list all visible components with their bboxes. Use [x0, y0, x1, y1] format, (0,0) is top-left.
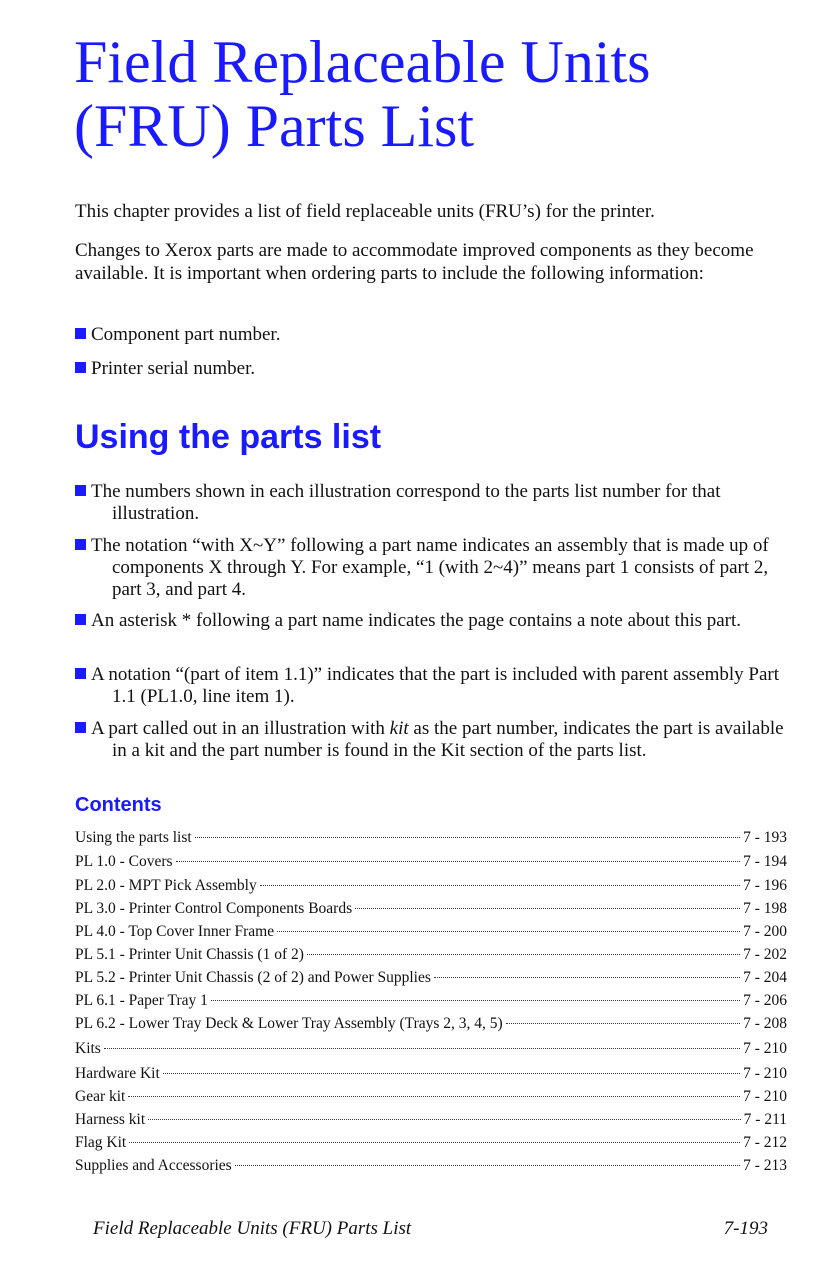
- toc-entry-title: PL 5.2 - Printer Unit Chassis (2 of 2) and Power Supplies: [75, 969, 431, 986]
- toc-leader-dots: [506, 1023, 740, 1024]
- toc-entry[interactable]: [75, 922, 787, 942]
- toc-leader-dots: [307, 954, 740, 955]
- toc-entry-page: 7 - 200: [743, 923, 787, 940]
- section-bullet: The numbers shown in each illustration correspond to the parts list number for that illustration.: [75, 481, 792, 525]
- toc-leader-dots: [434, 977, 740, 978]
- square-bullet-icon: [75, 722, 86, 733]
- toc-entry-page: 7 - 206: [743, 992, 787, 1009]
- toc-leader-dots: [211, 1000, 740, 1001]
- toc-entry[interactable]: [75, 1039, 787, 1059]
- toc-entry-title: PL 4.0 - Top Cover Inner Frame: [75, 923, 275, 940]
- toc-entry[interactable]: [75, 968, 787, 988]
- toc-entry[interactable]: [75, 852, 787, 872]
- toc-entry-page: 7 - 210: [743, 1040, 787, 1057]
- square-bullet-icon: [75, 668, 86, 679]
- section-bullet: A part called out in an illustration with kit as the part number, indicates the part is available in a kit and the part number is found in the Kit section of the parts list.: [75, 718, 792, 762]
- square-bullet-icon: [75, 328, 86, 339]
- intro-paragraph-1: This chapter provides a list of field replaceable units (FRU’s) for the printer.: [75, 201, 655, 222]
- toc-leader-dots: [163, 1073, 740, 1074]
- toc-entry-title: PL 6.2 - Lower Tray Deck & Lower Tray Assembly (Trays 2, 3, 4, 5): [75, 1015, 503, 1032]
- contents-heading: Contents: [75, 794, 162, 816]
- toc-entry-title: Gear kit: [75, 1088, 126, 1105]
- square-bullet-icon: [75, 485, 86, 496]
- square-bullet-icon: [75, 539, 86, 550]
- intro-bullet: Printer serial number.: [75, 358, 755, 380]
- toc-leader-dots: [355, 908, 740, 909]
- toc-entry[interactable]: [75, 1014, 787, 1034]
- toc-entry-page: 7 - 193: [743, 829, 787, 846]
- toc-entry-page: 7 - 210: [743, 1065, 787, 1082]
- toc-entry-title: PL 5.1 - Printer Unit Chassis (1 of 2): [75, 946, 304, 963]
- toc-leader-dots: [235, 1165, 740, 1166]
- toc-leader-dots: [277, 931, 740, 932]
- toc-leader-dots: [128, 1096, 740, 1097]
- toc-entry[interactable]: [75, 991, 787, 1011]
- toc-entry-page: 7 - 212: [743, 1134, 787, 1151]
- toc-entry[interactable]: [75, 1110, 787, 1130]
- toc-entry[interactable]: [75, 828, 787, 848]
- toc-entry-page: 7 - 194: [743, 853, 787, 870]
- toc-leader-dots: [104, 1048, 740, 1049]
- toc-entry-title: PL 3.0 - Printer Control Components Boards: [75, 900, 353, 917]
- toc-entry-title: PL 1.0 - Covers: [75, 853, 173, 870]
- toc-entry-title: Kits: [75, 1040, 101, 1057]
- toc-leader-dots: [148, 1119, 740, 1120]
- toc-entry-title: Supplies and Accessories: [75, 1157, 232, 1174]
- square-bullet-icon: [75, 362, 86, 373]
- toc-entry-page: 7 - 211: [743, 1111, 787, 1128]
- section-heading: Using the parts list: [75, 418, 382, 456]
- section-bullet: A notation “(part of item 1.1)” indicates that the part is included with parent assembly Part 1.1 (PL1.0, line item 1).: [75, 664, 792, 708]
- toc-entry-title: PL 6.1 - Paper Tray 1: [75, 992, 208, 1009]
- page-title: [74, 30, 794, 158]
- toc-entry-page: 7 - 202: [743, 946, 787, 963]
- title-line-1: Field Replaceable Units: [74, 29, 651, 95]
- toc-entry-page: 7 - 213: [743, 1157, 787, 1174]
- intro-paragraph-2: Changes to Xerox parts are made to accommodate improved components as they become available. It is important when ordering parts to include the following information:: [75, 240, 754, 284]
- toc-entry[interactable]: [75, 1064, 787, 1084]
- toc-entry-page: 7 - 198: [743, 900, 787, 917]
- toc-entry-title: Hardware Kit: [75, 1065, 160, 1082]
- footer-title: Field Replaceable Units (FRU) Parts List: [93, 1218, 412, 1239]
- section-bullet: An asterisk * following a part name indicates the page contains a note about this part.: [75, 610, 792, 632]
- toc-entry-page: 7 - 208: [743, 1015, 787, 1032]
- title-line-2: (FRU) Parts List: [74, 93, 475, 159]
- toc-entry[interactable]: [75, 1133, 787, 1153]
- toc-entry-title: Harness kit: [75, 1111, 146, 1128]
- footer-page-number: 7-193: [723, 1218, 768, 1239]
- toc-leader-dots: [176, 861, 740, 862]
- toc-entry[interactable]: [75, 1156, 787, 1176]
- toc-entry[interactable]: [75, 945, 787, 965]
- toc-entry-title: Flag Kit: [75, 1134, 127, 1151]
- toc-entry-page: 7 - 210: [743, 1088, 787, 1105]
- toc-entry-title: Using the parts list: [75, 829, 192, 846]
- toc-entry-page: 7 - 204: [743, 969, 787, 986]
- section-bullet: The notation “with X~Y” following a part name indicates an assembly that is made up of components X through Y. For example, “1 (with 2~4)” means part 1 consists of part 2, part 3, and part 4.: [75, 535, 792, 601]
- toc-entry[interactable]: [75, 1087, 787, 1107]
- toc-entry-title: PL 2.0 - MPT Pick Assembly: [75, 877, 257, 894]
- toc-leader-dots: [129, 1142, 740, 1143]
- toc-leader-dots: [195, 837, 740, 838]
- intro-bullet: Component part number.: [75, 324, 755, 346]
- toc-entry[interactable]: [75, 899, 787, 919]
- toc-entry-page: 7 - 196: [743, 877, 787, 894]
- square-bullet-icon: [75, 614, 86, 625]
- toc-leader-dots: [260, 885, 740, 886]
- toc-entry[interactable]: [75, 876, 787, 896]
